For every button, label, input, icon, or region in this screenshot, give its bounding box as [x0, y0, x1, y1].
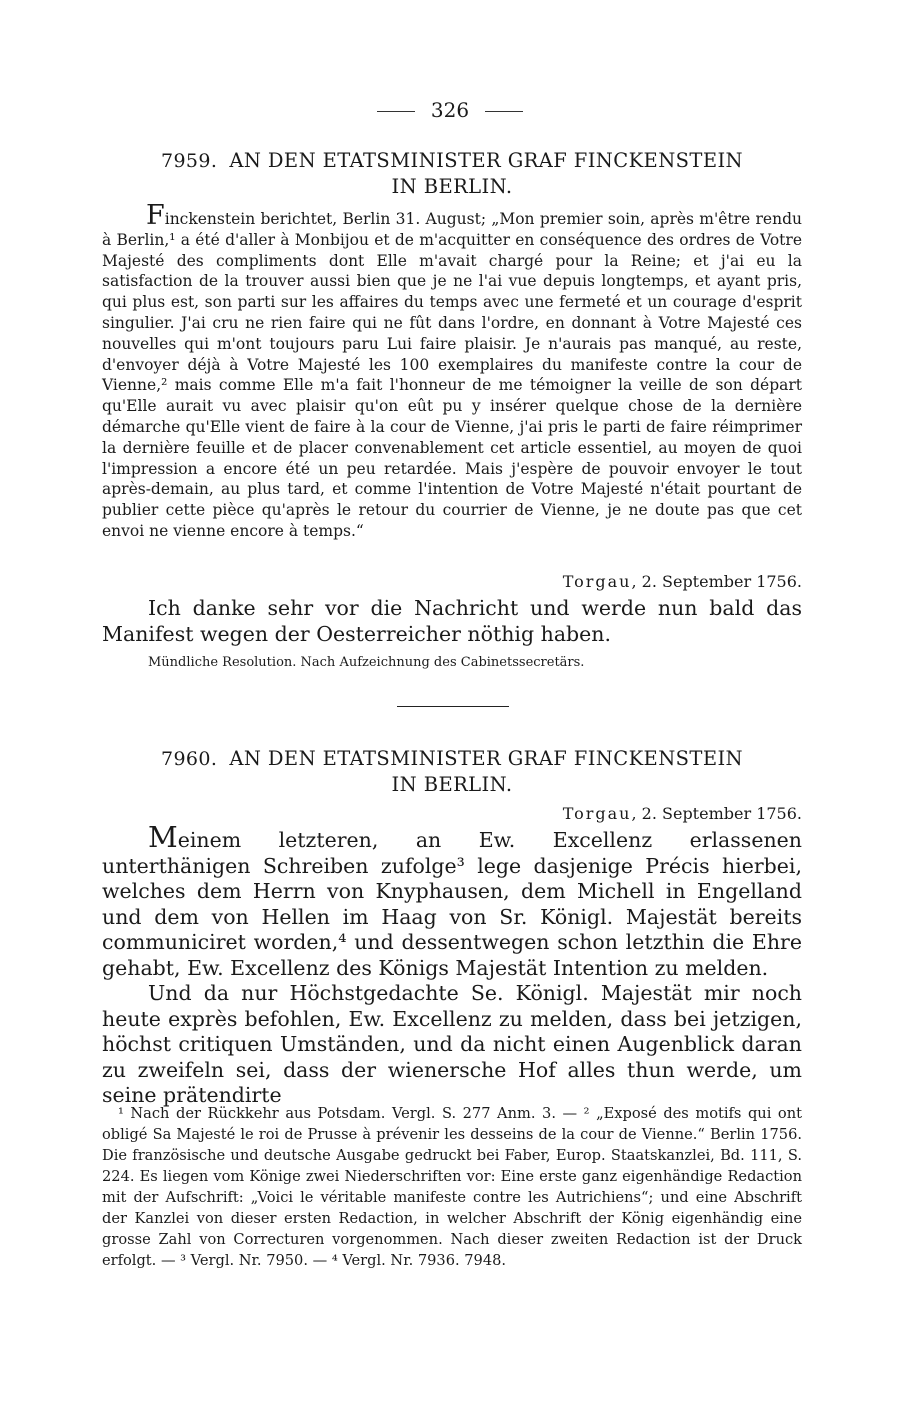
letter-7959-heading: [102, 148, 802, 199]
resolution-note: Mündliche Resolution. Nach Aufzeichnung des Cabinetssecretärs.: [148, 655, 585, 670]
paragraph-1-text: einem letzteren, an Ew. Excellenz erlassenen unterthänigen Schreiben zufolge³ lege dasjenige Précis hierbei, welches dem Herrn von Knyphausen, dem Michell in Engelland und dem von Hellen im Haag von Sr. Königl. Majestät bereits communiciret worden,⁴ und dessentwegen schon letzthin die Ehre gehabt, Ew. Excellenz des Königs Majestät Intention zu melden.: [102, 828, 802, 980]
heading-line-2: IN BERLIN.: [391, 175, 513, 198]
section-separator: [397, 706, 509, 707]
left-rule: [377, 111, 415, 112]
drop-cap: M: [148, 820, 178, 854]
right-rule: [485, 111, 523, 112]
date-place: Torgau: [562, 572, 632, 591]
heading-line-1: AN DEN ETATSMINISTER GRAF FINCKENSTEIN: [229, 149, 744, 172]
footnotes: [102, 1103, 802, 1271]
paragraph-1: [102, 820, 802, 981]
letter-7959-body: [102, 200, 802, 542]
reply-text: Ich danke sehr vor die Nachricht und werde nun bald das Manifest wegen der Oesterreicher nöthig haben.: [102, 596, 802, 646]
heading-line-2: IN BERLIN.: [391, 773, 513, 796]
paragraph-2: Und da nur Höchstgedachte Se. Königl. Majestät mir noch heute exprès befohlen, Ew. Excellenz zu melden, dass bei jetzigen, höchst critiquen Umständen, und da nicht einen Augenblick daran zu zweifeln sei, dass der wienersche Hof alles thun werde, um seine prätendirte: [102, 981, 802, 1107]
date-rest: , 2. September 1756.: [631, 804, 802, 823]
letter-7959-dateline: [563, 572, 802, 591]
letter-number: 7959.: [160, 150, 218, 172]
letter-7960-body: [102, 820, 802, 1109]
footnote-text: ¹ Nach der Rückkehr aus Potsdam. Vergl. S. 277 Anm. 3. — ² „Exposé des motifs qui ont obligé Sa Majesté le roi de Prusse à prévenir les desseins de la cour de Vienne.“ Berlin 1756. Die französische und deutsche Ausgabe gedruckt bei Faber, Europ. Staatskanzlei, Bd. 111, S. 224. Es liegen vom Könige zwei Niederschriften vor: Eine erste ganz eigenhändige Redaction mit der Aufschrift: „Voici le véritable manifeste contre les Autrichiens“; und eine Abschrift der Kanzlei von dieser ersten Redaction, in welcher Abschrift der König eigenhändig eine grosse Zahl von Correcturen vorgenommen. Nach dieser zweiten Redaction ist der Druck erfolgt. — ³ Vergl. Nr. 7950. — ⁴ Vergl. Nr. 7936. 7948.: [102, 1105, 802, 1269]
heading-line-1: AN DEN ETATSMINISTER GRAF FINCKENSTEIN: [229, 747, 744, 770]
letter-7960-heading: [102, 746, 802, 797]
date-place: Torgau: [562, 804, 632, 823]
letter-7960-dateline: [563, 804, 802, 823]
body-text: inckenstein berichtet, Berlin 31. August; „Mon premier soin, après m'être rendu à Berlin,¹ a été d'aller à Monbijou et de m'acquitter en conséquence des ordres de Votre Majesté des compliments dont Elle m'avait chargé pour la Reine; et j'ai eu la satisfaction de la trouver aussi bien que je ne l'ai vue depuis longtemps, et ayant pris, qui plus est, son parti sur les affaires du temps avec une fermeté et un courage d'esprit singulier. J'ai cru ne rien faire qui ne fût dans l'ordre, en donnant à Votre Majesté ces nouvelles qui m'ont toujours paru Lui faire plaisir. Je n'aurais pas manqué, au reste, d'envoyer déjà à Votre Majesté les 100 exemplaires du manifeste contre la cour de Vienne,² mais comme Elle m'a fait l'honneur de me témoigner la veille de son départ qu'Elle aurait vu avec plaisir qu'on eût pu y insérer quelque chose de la dernière démarche qu'Elle vient de faire à la cour de Vienne, j'ai pris le parti de faire réimprimer la dernière feuille et de placer convenablement cet article essentiel, au moyen de quoi l'impression a encore été un peu retardée. Mais j'espère de pouvoir envoyer le tout après-demain, au plus tard, et comme l'intention de Votre Majesté n'était pourtant de publier cette pièce qu'après le retour du courrier de Vienne, je ne doute pas que cet envoi ne vienne encore à temps.“: [102, 210, 802, 540]
letter-7959-reply: [102, 596, 802, 647]
drop-cap: F: [146, 200, 165, 231]
page-number: 326: [0, 98, 900, 122]
date-rest: , 2. September 1756.: [631, 572, 802, 591]
letter-number: 7960.: [160, 748, 218, 770]
